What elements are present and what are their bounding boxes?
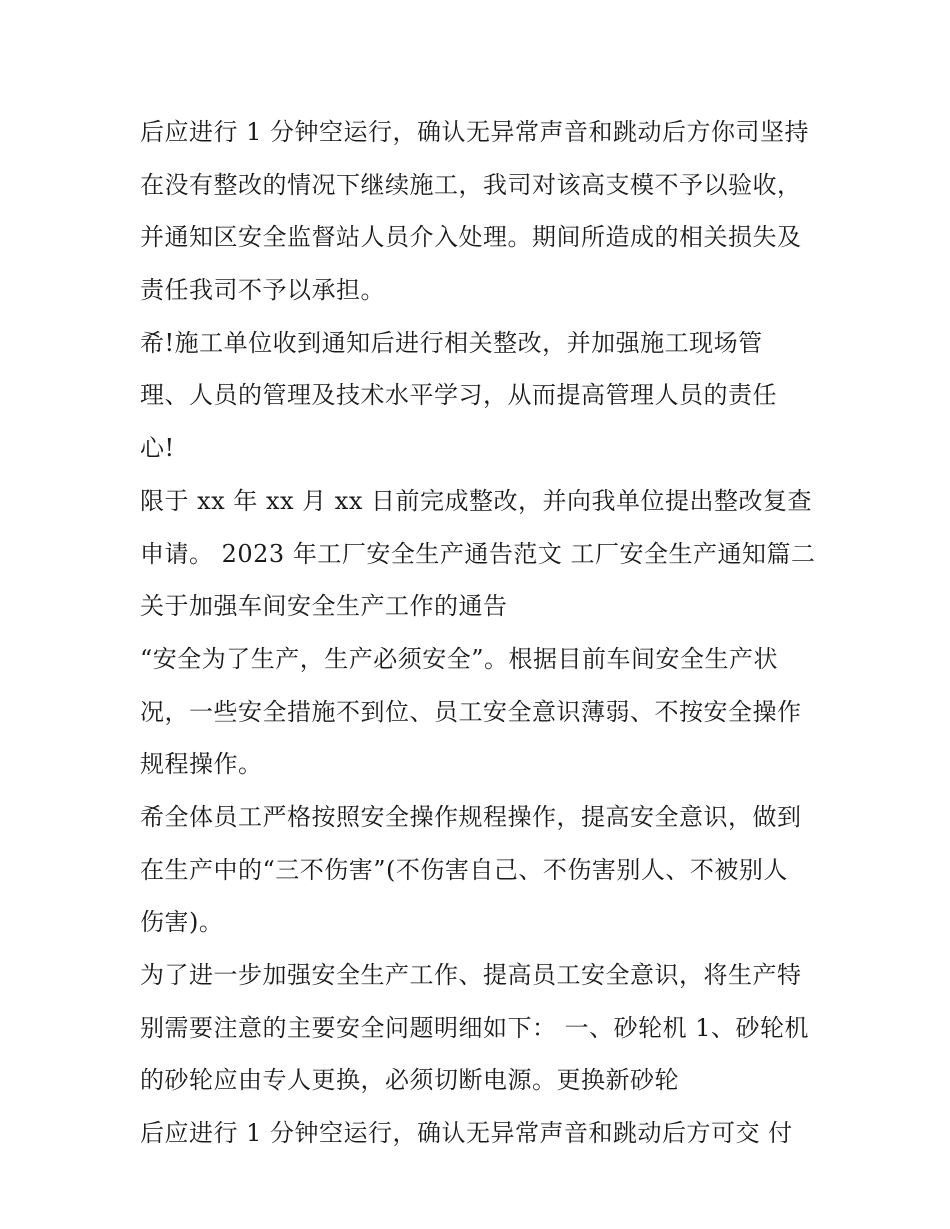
text-line: 后应进行 1 分钟空运行，确认无异常声音和跳动后方可交 付 [140, 1119, 793, 1148]
text-line: 希全体员工严格按照安全操作规程操作，提高安全意识，做到 [140, 802, 802, 831]
text-line: 的砂轮应由专人更换，必须切断电源。更换新砂轮 [140, 1066, 679, 1095]
text-line: 在没有整改的情况下继续施工，我司对该高支模不予以验收， [140, 170, 802, 199]
text-line: 责任我司不予以承担。 [140, 276, 385, 305]
text-line: 况，一些安全措施不到位、员工安全意识薄弱、不按安全操作 [140, 697, 802, 726]
text-line: 别需要注意的主要安全问题明细如下： 一、砂轮机 1、砂轮机 [140, 1013, 810, 1042]
text-line: 后应进行 1 分钟空运行，确认无异常声音和跳动后方你司坚持 [140, 118, 810, 146]
text-line: 并通知区安全监督站人员介入处理。期间所造成的相关损失及 [140, 223, 802, 252]
text-line: 为了进一步加强安全生产工作、提高员工安全意识，将生产特 [140, 961, 802, 989]
text-line: 伤害)。 [140, 908, 224, 937]
text-line: 申请。 2023 年工厂安全生产通告范文 工厂安全生产通知篇二 [140, 539, 816, 568]
document-body [140, 106, 820, 1160]
text-line: 理、人员的管理及技术水平学习，从而提高管理人员的责任 [140, 381, 777, 410]
text-line: 希!施工单位收到通知后进行相关整改，并加强施工现场管 [140, 328, 763, 357]
text-line: 关于加强车间安全生产工作的通告 [140, 592, 508, 621]
text-line: 规程操作。 [140, 750, 263, 779]
text-line: 在生产中的“三不伤害”(不伤害自己、不伤害别人、不被别人 [140, 855, 788, 884]
text-line: 限于 xx 年 xx 月 xx 日前完成整改，并向我单位提出整改复查 [140, 486, 812, 515]
text-line: 心! [140, 434, 175, 463]
text-line: “安全为了生产，生产必须安全”。根据目前车间安全生产状 [140, 644, 779, 673]
